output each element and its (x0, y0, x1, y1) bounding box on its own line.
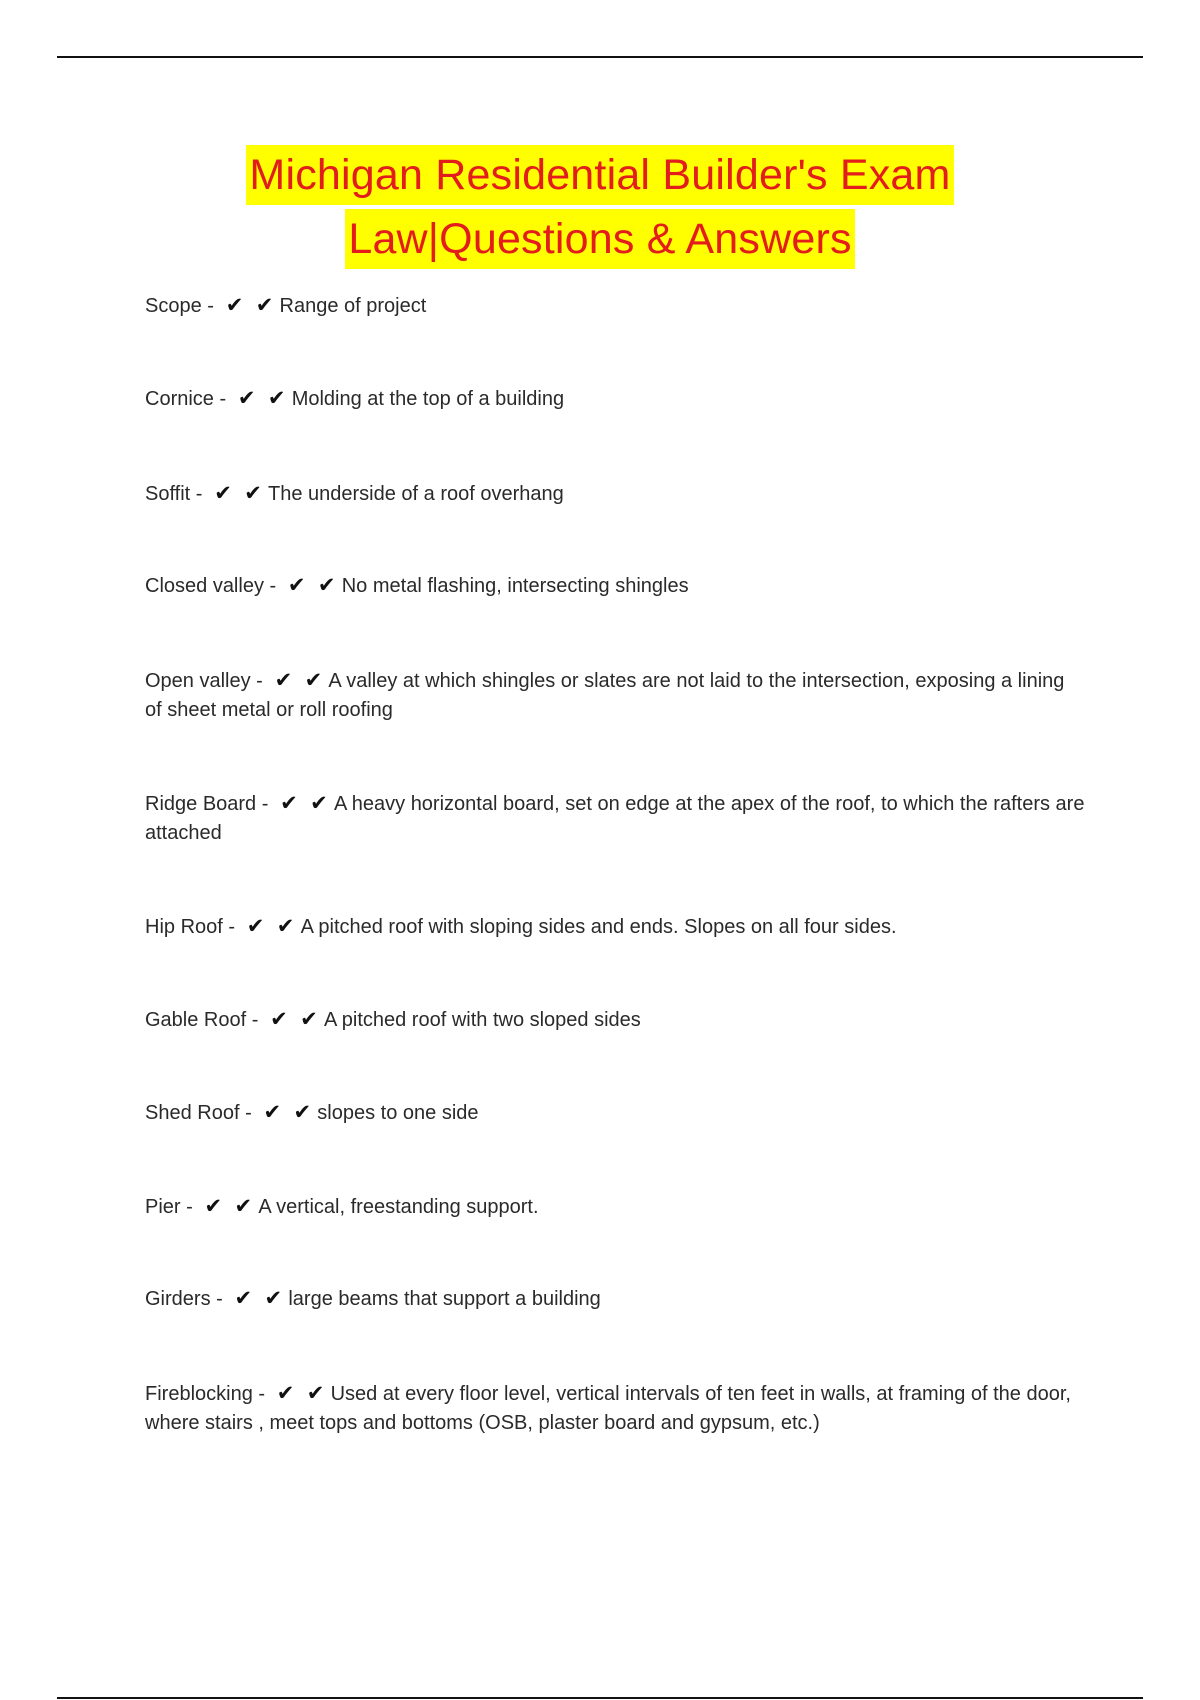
page-title (0, 145, 1200, 273)
item-definition: A valley at which shingles or slates are not laid to the intersection, exposing a lining of sheet metal or roll roofing (145, 670, 1065, 721)
check-icon: ✔ (214, 481, 232, 505)
check-icon: ✔ (255, 293, 274, 317)
check-icon: ✔ (234, 1194, 253, 1218)
check-icon: ✔ (280, 791, 298, 815)
item-definition: A pitched roof with sloping sides and ends. Slopes on all four sides. (300, 916, 897, 938)
item-separator: - (210, 1288, 229, 1310)
list-item (145, 1099, 1085, 1128)
list-item (145, 790, 1085, 848)
item-term: Gable Roof (145, 1009, 247, 1031)
item-separator: - (213, 388, 232, 410)
item-definition: A heavy horizontal board, set on edge at the apex of the roof, to which the rafters are attached (145, 793, 1085, 844)
list-item (145, 1285, 1085, 1314)
list-item (145, 913, 1085, 942)
item-separator: - (180, 1196, 199, 1218)
item-definition: A pitched roof with two sloped sides (323, 1009, 641, 1031)
footer-rule (57, 1697, 1143, 1699)
check-icon: ✔ (276, 914, 295, 938)
check-icon: ✔ (276, 1381, 295, 1405)
item-definition: No metal flashing, intersecting shingles (341, 575, 689, 597)
check-icon: ✔ (225, 293, 244, 317)
list-item (145, 292, 1085, 321)
check-icon: ✔ (306, 1381, 325, 1405)
check-icon: ✔ (300, 1007, 318, 1031)
item-definition: large beams that support a building (288, 1288, 601, 1310)
item-separator: - (190, 483, 208, 505)
item-separator: - (246, 1009, 264, 1031)
check-icon: ✔ (246, 914, 265, 938)
title-line-2: Law|Questions & Answers (345, 209, 854, 269)
item-definition: The underside of a roof overhang (268, 483, 564, 505)
item-definition: A vertical, freestanding support. (258, 1196, 539, 1218)
item-term: Pier (145, 1196, 181, 1218)
list-item (145, 572, 1085, 601)
item-term: Shed Roof (145, 1102, 240, 1124)
check-icon: ✔ (293, 1100, 312, 1124)
list-item (145, 1380, 1085, 1438)
item-separator: - (263, 575, 282, 597)
item-separator: - (239, 1102, 258, 1124)
item-term: Hip Roof (145, 916, 223, 938)
item-separator: - (250, 670, 269, 692)
item-term: Open valley (145, 670, 251, 692)
list-item (145, 667, 1085, 725)
item-term: Cornice (145, 388, 214, 410)
header-rule (57, 56, 1143, 58)
list-item (145, 1006, 1085, 1035)
item-term: Closed valley (145, 575, 264, 597)
item-separator: - (201, 295, 220, 317)
item-term: Soffit (145, 483, 191, 505)
check-icon: ✔ (237, 386, 256, 410)
check-icon: ✔ (270, 1007, 288, 1031)
check-icon: ✔ (264, 1286, 283, 1310)
check-icon: ✔ (267, 386, 286, 410)
check-icon: ✔ (317, 573, 336, 597)
item-separator: - (222, 916, 241, 938)
item-term: Scope (145, 295, 202, 317)
item-definition: Range of project (279, 295, 427, 317)
item-definition: slopes to one side (317, 1102, 479, 1124)
item-definition: Molding at the top of a building (291, 388, 565, 410)
list-item (145, 480, 1085, 509)
check-icon: ✔ (287, 573, 306, 597)
check-icon: ✔ (310, 791, 328, 815)
check-icon: ✔ (244, 481, 262, 505)
list-item (145, 385, 1085, 414)
item-term: Fireblocking (145, 1383, 253, 1405)
title-line-1: Michigan Residential Builder's Exam (246, 145, 953, 205)
item-definition: Used at every floor level, vertical intervals of ten feet in walls, at framing of the door, where stairs , meet tops and bottoms (OSB, plaster board and gypsum, etc.) (145, 1383, 1071, 1434)
item-term: Ridge Board (145, 793, 257, 815)
check-icon: ✔ (234, 1286, 253, 1310)
check-icon: ✔ (304, 668, 323, 692)
list-item (145, 1193, 1085, 1222)
item-term: Girders (145, 1288, 211, 1310)
check-icon: ✔ (274, 668, 293, 692)
check-icon: ✔ (204, 1194, 223, 1218)
check-icon: ✔ (263, 1100, 282, 1124)
item-separator: - (252, 1383, 271, 1405)
item-separator: - (256, 793, 274, 815)
